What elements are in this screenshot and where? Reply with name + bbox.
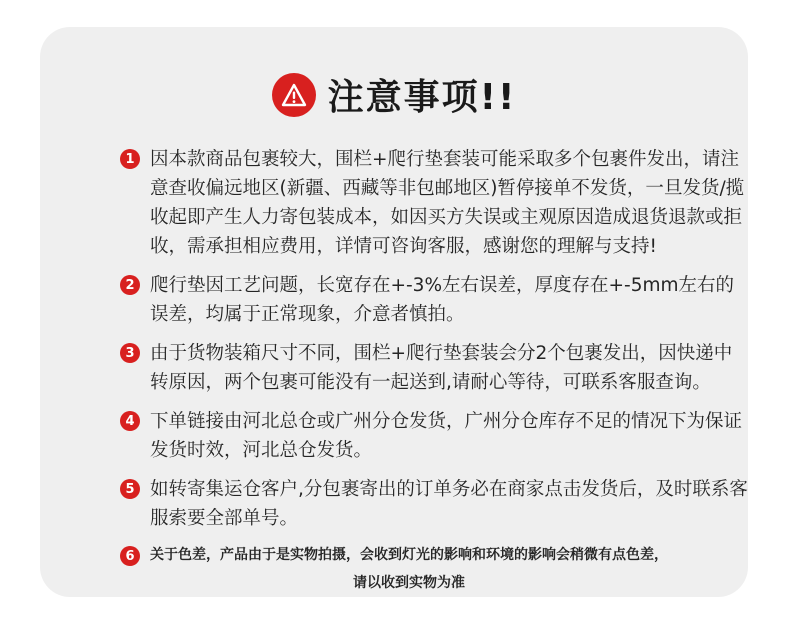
number-badge: 3 xyxy=(120,343,140,363)
notice-text-secondary: 请以收到实物为准 xyxy=(353,575,465,591)
notice-list xyxy=(120,145,750,605)
notice-text: 关于色差，产品由于是实物拍摄，会收到灯光的影响和环境的影响会稍微有点色差， xyxy=(150,547,668,563)
number-badge: 2 xyxy=(120,275,140,295)
notice-text: 因本款商品包裹较大，围栏+爬行垫套装可能采取多个包裹件发出，请注意查收偏远地区(新疆、西藏等非包邮地区)暂停接单不发货，一旦发货/揽收起即产生人力寄包装成本，如因买方失误或主观原因造成退货退款或拒收，需承担相应费用，详情可咨询客服，感谢您的理解与支持! xyxy=(150,149,745,257)
notice-card xyxy=(40,27,748,597)
notice-text: 由于货物装箱尺寸不同，围栏+爬行垫套装会分2个包裹发出，因快递中转原因，两个包裹可能没有一起送到,请耐心等待，可联系客服查询。 xyxy=(150,343,733,393)
page-title: 注意事项!! xyxy=(327,77,517,118)
notice-header xyxy=(40,69,748,120)
notice-item-6 xyxy=(120,543,750,595)
number-badge: 4 xyxy=(120,411,140,431)
notice-item-1 xyxy=(120,145,750,261)
notice-text: 下单链接由河北总仓或广州分仓发货，广州分仓库存不足的情况下为保证发货时效，河北总仓发货。 xyxy=(150,411,743,461)
notice-text: 爬行垫因工艺问题，长宽存在+-3%左右误差，厚度存在+-5mm左右的误差，均属于正常现象，介意者慎拍。 xyxy=(150,275,735,325)
notice-text-block xyxy=(150,543,668,595)
number-badge: 6 xyxy=(120,546,140,566)
notice-text: 如转寄集运仓客户,分包裹寄出的订单务必在商家点击发货后，及时联系客服索要全部单号。 xyxy=(150,479,748,529)
number-badge: 5 xyxy=(120,479,140,499)
number-badge: 1 xyxy=(120,149,140,169)
warning-icon xyxy=(272,73,316,117)
notice-item-4 xyxy=(120,407,750,465)
notice-item-5 xyxy=(120,475,750,533)
notice-item-3 xyxy=(120,339,750,397)
notice-item-2 xyxy=(120,271,750,329)
